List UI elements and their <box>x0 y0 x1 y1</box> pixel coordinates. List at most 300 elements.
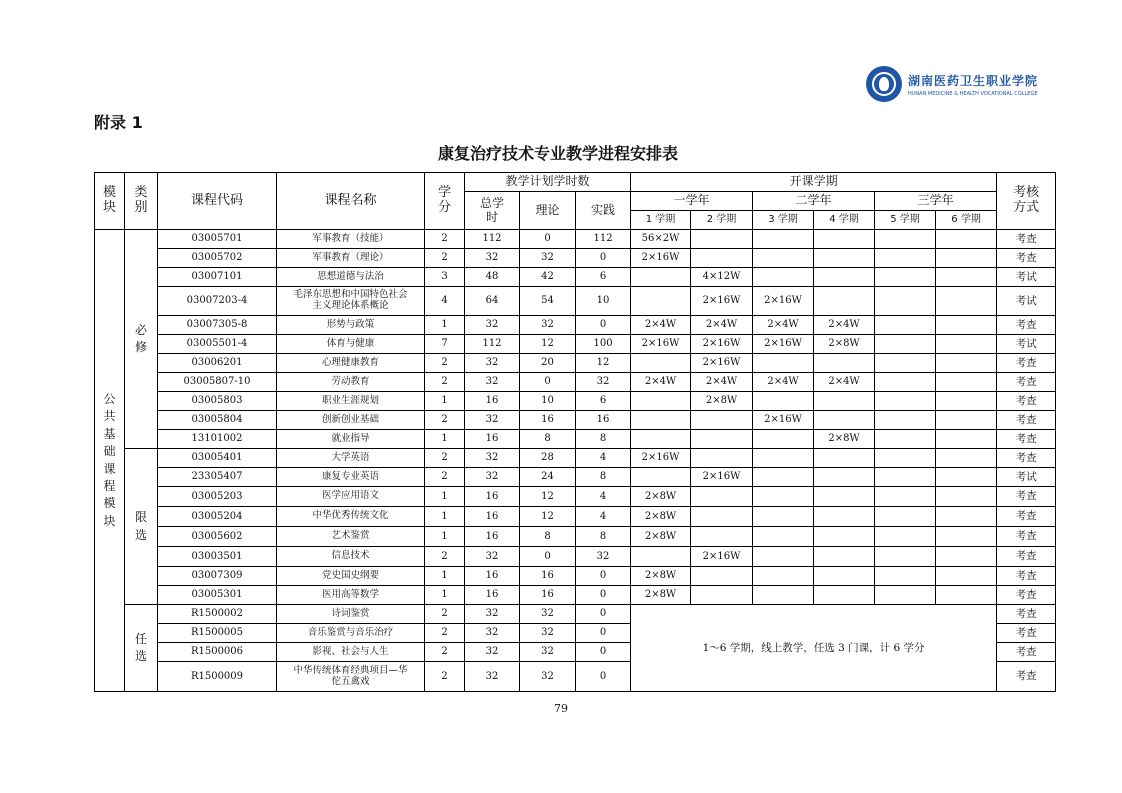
table-row <box>95 586 1056 605</box>
exam-method: 考查 <box>997 643 1056 662</box>
table-row <box>95 430 1056 449</box>
table-row <box>95 392 1056 411</box>
practice-hours: 6 <box>576 268 631 287</box>
course-code: 03005301 <box>158 586 277 605</box>
school-seal-icon <box>866 66 902 102</box>
semester-3-cell: 2×16W <box>753 287 814 316</box>
table-row <box>95 547 1056 567</box>
semester-2-cell <box>691 487 753 507</box>
semester-5-cell <box>875 586 936 605</box>
course-name: 音乐鉴赏与音乐治疗 <box>277 624 425 643</box>
exam-method: 考查 <box>997 507 1056 527</box>
course-name: 心理健康教育 <box>277 354 425 373</box>
semester-5-cell <box>875 430 936 449</box>
semester-3-cell <box>753 392 814 411</box>
semester-4-cell <box>814 567 875 586</box>
theory-hours: 8 <box>520 527 576 547</box>
practice-hours: 0 <box>576 624 631 643</box>
semester-1-cell: 56×2W <box>631 230 691 249</box>
practice-hours: 0 <box>576 605 631 624</box>
semester-5-cell <box>875 249 936 268</box>
practice-hours: 8 <box>576 430 631 449</box>
table-row <box>95 487 1056 507</box>
total-hours: 32 <box>465 605 520 624</box>
semester-3-cell <box>753 268 814 287</box>
course-code: 03007309 <box>158 567 277 586</box>
theory-hours: 54 <box>520 287 576 316</box>
semester-3-cell <box>753 430 814 449</box>
total-hours: 16 <box>465 586 520 605</box>
semester-1-cell: 2×8W <box>631 527 691 547</box>
practice-hours: 32 <box>576 547 631 567</box>
theory-hours: 32 <box>520 605 576 624</box>
page-number: 79 <box>554 702 568 715</box>
theory-hours: 16 <box>520 411 576 430</box>
course-name: 信息技术 <box>277 547 425 567</box>
semester-5-cell <box>875 507 936 527</box>
total-hours: 32 <box>465 468 520 487</box>
semester-1-cell: 2×8W <box>631 567 691 586</box>
semester-5-cell <box>875 547 936 567</box>
semester-4-cell: 2×4W <box>814 373 875 392</box>
exam-method: 考查 <box>997 487 1056 507</box>
semester-5-cell <box>875 487 936 507</box>
table-row <box>95 411 1056 430</box>
header-year-3: 三学年 <box>875 192 997 211</box>
course-code: 23305407 <box>158 468 277 487</box>
header-year-1: 一学年 <box>631 192 753 211</box>
theory-hours: 0 <box>520 230 576 249</box>
semester-3-cell <box>753 468 814 487</box>
credit: 7 <box>425 335 465 354</box>
theory-hours: 16 <box>520 567 576 586</box>
semester-5-cell <box>875 527 936 547</box>
exam-method: 考查 <box>997 316 1056 335</box>
credit: 1 <box>425 487 465 507</box>
semester-6-cell <box>936 430 997 449</box>
total-hours: 16 <box>465 507 520 527</box>
semester-4-cell <box>814 487 875 507</box>
semester-5-cell <box>875 373 936 392</box>
exam-method: 考查 <box>997 449 1056 468</box>
course-code: 03007305-8 <box>158 316 277 335</box>
semester-6-cell <box>936 507 997 527</box>
semester-4-cell <box>814 449 875 468</box>
course-name: 影视、社会与人生 <box>277 643 425 662</box>
semester-4-cell <box>814 287 875 316</box>
table-row <box>95 468 1056 487</box>
course-name: 大学英语 <box>277 449 425 468</box>
header-course-code: 课程代码 <box>158 173 277 230</box>
theory-hours: 24 <box>520 468 576 487</box>
credit: 1 <box>425 507 465 527</box>
semester-2-cell <box>691 527 753 547</box>
credit: 2 <box>425 468 465 487</box>
header-theory-hours: 理论 <box>520 192 576 230</box>
semester-6-cell <box>936 411 997 430</box>
course-name: 医用高等数学 <box>277 586 425 605</box>
total-hours: 32 <box>465 373 520 392</box>
credit: 2 <box>425 624 465 643</box>
course-name: 体育与健康 <box>277 335 425 354</box>
table-row <box>95 316 1056 335</box>
semester-5-cell <box>875 468 936 487</box>
course-name: 职业生涯规划 <box>277 392 425 411</box>
practice-hours: 0 <box>576 586 631 605</box>
semester-4-cell <box>814 586 875 605</box>
semester-3-cell <box>753 487 814 507</box>
semester-1-cell <box>631 268 691 287</box>
practice-hours: 0 <box>576 316 631 335</box>
exam-method: 考试 <box>997 287 1056 316</box>
semester-3-cell <box>753 507 814 527</box>
semester-5-cell <box>875 230 936 249</box>
semester-6-cell <box>936 316 997 335</box>
credit: 4 <box>425 287 465 316</box>
semester-5-cell <box>875 268 936 287</box>
exam-method: 考试 <box>997 335 1056 354</box>
practice-hours: 8 <box>576 527 631 547</box>
theory-hours: 32 <box>520 249 576 268</box>
elective-note: 1～6 学期，线上教学，任选 3 门课，计 6 学分 <box>631 605 997 692</box>
theory-hours: 32 <box>520 316 576 335</box>
total-hours: 16 <box>465 487 520 507</box>
theory-hours: 12 <box>520 487 576 507</box>
course-name: 毛泽东思想和中国特色社会 主义理论体系概论 <box>277 287 425 316</box>
semester-3-cell <box>753 249 814 268</box>
exam-method: 考查 <box>997 586 1056 605</box>
practice-hours: 4 <box>576 507 631 527</box>
module-cell: 公 共 基 础 课 程 模 块 <box>95 230 125 692</box>
semester-4-cell <box>814 392 875 411</box>
course-name: 诗词鉴赏 <box>277 605 425 624</box>
semester-3-cell: 2×16W <box>753 411 814 430</box>
practice-hours: 6 <box>576 392 631 411</box>
semester-5-cell <box>875 335 936 354</box>
header-semester-2: 2 学期 <box>691 211 753 230</box>
semester-2-cell: 2×8W <box>691 392 753 411</box>
semester-3-cell: 2×4W <box>753 316 814 335</box>
category-cell-optional: 任 选 <box>125 605 158 692</box>
semester-4-cell <box>814 527 875 547</box>
semester-5-cell <box>875 287 936 316</box>
semester-1-cell: 2×4W <box>631 373 691 392</box>
course-code: 03005701 <box>158 230 277 249</box>
credit: 1 <box>425 316 465 335</box>
header-semester-3: 3 学期 <box>753 211 814 230</box>
theory-hours: 12 <box>520 507 576 527</box>
total-hours: 16 <box>465 567 520 586</box>
table-row <box>95 527 1056 547</box>
logo-name-en: HUNAN MEDICINE & HEALTH VOCATIONAL COLLEGE <box>908 90 1038 97</box>
course-code: 03005204 <box>158 507 277 527</box>
practice-hours: 0 <box>576 643 631 662</box>
course-code: R1500005 <box>158 624 277 643</box>
header-semester-4: 4 学期 <box>814 211 875 230</box>
exam-method: 考查 <box>997 411 1056 430</box>
total-hours: 32 <box>465 662 520 692</box>
total-hours: 16 <box>465 392 520 411</box>
semester-2-cell <box>691 586 753 605</box>
course-code: 13101002 <box>158 430 277 449</box>
total-hours: 32 <box>465 354 520 373</box>
theory-hours: 0 <box>520 547 576 567</box>
semester-4-cell <box>814 249 875 268</box>
course-code: 03006201 <box>158 354 277 373</box>
table-row <box>95 335 1056 354</box>
semester-4-cell <box>814 507 875 527</box>
credit: 2 <box>425 605 465 624</box>
exam-method: 考查 <box>997 230 1056 249</box>
exam-method: 考查 <box>997 624 1056 643</box>
total-hours: 32 <box>465 316 520 335</box>
course-code: 03005702 <box>158 249 277 268</box>
header-practice-hours: 实践 <box>576 192 631 230</box>
semester-2-cell <box>691 449 753 468</box>
semester-6-cell <box>936 392 997 411</box>
total-hours: 32 <box>465 624 520 643</box>
table-row <box>95 507 1056 527</box>
semester-2-cell: 4×12W <box>691 268 753 287</box>
semester-3-cell <box>753 527 814 547</box>
semester-1-cell: 2×8W <box>631 507 691 527</box>
course-code: R1500009 <box>158 662 277 692</box>
practice-hours: 12 <box>576 354 631 373</box>
exam-method: 考查 <box>997 249 1056 268</box>
total-hours: 32 <box>465 449 520 468</box>
exam-method: 考查 <box>997 527 1056 547</box>
practice-hours: 100 <box>576 335 631 354</box>
course-name: 军事教育（理论） <box>277 249 425 268</box>
course-name: 医学应用语文 <box>277 487 425 507</box>
table-row <box>95 287 1056 316</box>
theory-hours: 20 <box>520 354 576 373</box>
semester-2-cell: 2×16W <box>691 547 753 567</box>
semester-2-cell <box>691 507 753 527</box>
credit: 3 <box>425 268 465 287</box>
course-code: R1500006 <box>158 643 277 662</box>
semester-4-cell <box>814 268 875 287</box>
credit: 2 <box>425 249 465 268</box>
header-year-2: 二学年 <box>753 192 875 211</box>
credit: 2 <box>425 547 465 567</box>
exam-method: 考查 <box>997 373 1056 392</box>
credit: 2 <box>425 662 465 692</box>
semester-1-cell <box>631 547 691 567</box>
total-hours: 16 <box>465 527 520 547</box>
total-hours: 32 <box>465 547 520 567</box>
theory-hours: 42 <box>520 268 576 287</box>
semester-1-cell <box>631 411 691 430</box>
semester-4-cell: 2×4W <box>814 316 875 335</box>
course-name: 艺术鉴赏 <box>277 527 425 547</box>
exam-method: 考查 <box>997 567 1056 586</box>
semester-1-cell <box>631 430 691 449</box>
logo-text <box>908 72 1038 97</box>
practice-hours: 112 <box>576 230 631 249</box>
semester-4-cell: 2×8W <box>814 335 875 354</box>
header-category: 类 别 <box>125 173 158 230</box>
semester-2-cell: 2×16W <box>691 354 753 373</box>
practice-hours: 4 <box>576 449 631 468</box>
credit: 2 <box>425 373 465 392</box>
credit: 1 <box>425 392 465 411</box>
semester-3-cell <box>753 230 814 249</box>
semester-4-cell <box>814 230 875 249</box>
semester-1-cell: 2×4W <box>631 316 691 335</box>
semester-4-cell <box>814 468 875 487</box>
theory-hours: 32 <box>520 643 576 662</box>
table-row <box>95 249 1056 268</box>
semester-5-cell <box>875 449 936 468</box>
course-name: 形势与政策 <box>277 316 425 335</box>
semester-3-cell: 2×16W <box>753 335 814 354</box>
course-code: 03005602 <box>158 527 277 547</box>
table-row <box>95 230 1056 249</box>
semester-6-cell <box>936 487 997 507</box>
semester-1-cell <box>631 468 691 487</box>
course-code: 03003501 <box>158 547 277 567</box>
practice-hours: 0 <box>576 662 631 692</box>
header-semester-1: 1 学期 <box>631 211 691 230</box>
total-hours: 112 <box>465 230 520 249</box>
semester-2-cell <box>691 230 753 249</box>
table-row <box>95 268 1056 287</box>
semester-4-cell <box>814 411 875 430</box>
theory-hours: 28 <box>520 449 576 468</box>
practice-hours: 10 <box>576 287 631 316</box>
header-total-hours: 总学 时 <box>465 192 520 230</box>
course-name: 思想道德与法治 <box>277 268 425 287</box>
semester-1-cell <box>631 354 691 373</box>
credit: 2 <box>425 411 465 430</box>
table-row <box>95 354 1056 373</box>
theory-hours: 16 <box>520 586 576 605</box>
total-hours: 32 <box>465 249 520 268</box>
header-module: 模 块 <box>95 173 125 230</box>
semester-6-cell <box>936 287 997 316</box>
semester-6-cell <box>936 373 997 392</box>
semester-1-cell: 2×8W <box>631 586 691 605</box>
header-semester-5: 5 学期 <box>875 211 936 230</box>
semester-4-cell <box>814 547 875 567</box>
semester-4-cell: 2×8W <box>814 430 875 449</box>
exam-method: 考查 <box>997 430 1056 449</box>
semester-2-cell: 2×4W <box>691 316 753 335</box>
semester-6-cell <box>936 230 997 249</box>
teaching-plan-table <box>94 172 1056 692</box>
semester-3-cell <box>753 547 814 567</box>
theory-hours: 12 <box>520 335 576 354</box>
total-hours: 32 <box>465 643 520 662</box>
semester-5-cell <box>875 392 936 411</box>
total-hours: 48 <box>465 268 520 287</box>
semester-2-cell: 2×16W <box>691 468 753 487</box>
course-name: 中华优秀传统文化 <box>277 507 425 527</box>
course-code: 03005807-10 <box>158 373 277 392</box>
total-hours: 32 <box>465 411 520 430</box>
semester-5-cell <box>875 567 936 586</box>
credit: 2 <box>425 230 465 249</box>
semester-1-cell: 2×16W <box>631 335 691 354</box>
course-code: 03005803 <box>158 392 277 411</box>
logo-name-cn: 湖南医药卫生职业学院 <box>908 73 1039 88</box>
credit: 2 <box>425 643 465 662</box>
semester-3-cell <box>753 586 814 605</box>
semester-2-cell: 2×4W <box>691 373 753 392</box>
semester-6-cell <box>936 586 997 605</box>
semester-1-cell: 2×16W <box>631 249 691 268</box>
practice-hours: 0 <box>576 567 631 586</box>
semester-1-cell <box>631 392 691 411</box>
practice-hours: 32 <box>576 373 631 392</box>
semester-6-cell <box>936 249 997 268</box>
practice-hours: 4 <box>576 487 631 507</box>
semester-6-cell <box>936 547 997 567</box>
practice-hours: 0 <box>576 249 631 268</box>
semester-2-cell: 2×16W <box>691 287 753 316</box>
course-code: 03005401 <box>158 449 277 468</box>
semester-6-cell <box>936 567 997 586</box>
semester-3-cell: 2×4W <box>753 373 814 392</box>
header-semester-group: 开课学期 <box>631 173 997 192</box>
semester-1-cell <box>631 287 691 316</box>
semester-5-cell <box>875 411 936 430</box>
table-row <box>95 605 1056 624</box>
category-cell-limited: 限 选 <box>125 449 158 605</box>
course-code: 03007203-4 <box>158 287 277 316</box>
total-hours: 112 <box>465 335 520 354</box>
semester-4-cell <box>814 354 875 373</box>
course-name: 创新创业基础 <box>277 411 425 430</box>
course-code: 03005203 <box>158 487 277 507</box>
course-code: 03007101 <box>158 268 277 287</box>
exam-method: 考查 <box>997 354 1056 373</box>
exam-method: 考查 <box>997 547 1056 567</box>
credit: 1 <box>425 527 465 547</box>
semester-2-cell <box>691 430 753 449</box>
course-name: 军事教育（技能） <box>277 230 425 249</box>
header-exam-method: 考核 方式 <box>997 173 1056 230</box>
credit: 1 <box>425 567 465 586</box>
total-hours: 64 <box>465 287 520 316</box>
course-name: 中华传统体育经典项目—华 佗五禽戏 <box>277 662 425 692</box>
total-hours: 16 <box>465 430 520 449</box>
credit: 2 <box>425 449 465 468</box>
theory-hours: 0 <box>520 373 576 392</box>
semester-6-cell <box>936 354 997 373</box>
category-cell-required: 必 修 <box>125 230 158 449</box>
semester-1-cell: 2×16W <box>631 449 691 468</box>
table-row <box>95 567 1056 586</box>
course-code: R1500002 <box>158 605 277 624</box>
table-row <box>95 373 1056 392</box>
semester-1-cell: 2×8W <box>631 487 691 507</box>
semester-5-cell <box>875 354 936 373</box>
table-row <box>95 449 1056 468</box>
practice-hours: 16 <box>576 411 631 430</box>
course-code: 03005804 <box>158 411 277 430</box>
semester-6-cell <box>936 335 997 354</box>
school-logo <box>866 64 1039 104</box>
semester-2-cell: 2×16W <box>691 335 753 354</box>
course-name: 康复专业英语 <box>277 468 425 487</box>
semester-5-cell <box>875 316 936 335</box>
exam-method: 考试 <box>997 468 1056 487</box>
semester-2-cell <box>691 249 753 268</box>
semester-6-cell <box>936 268 997 287</box>
header-hours-group: 教学计划学时数 <box>465 173 631 192</box>
